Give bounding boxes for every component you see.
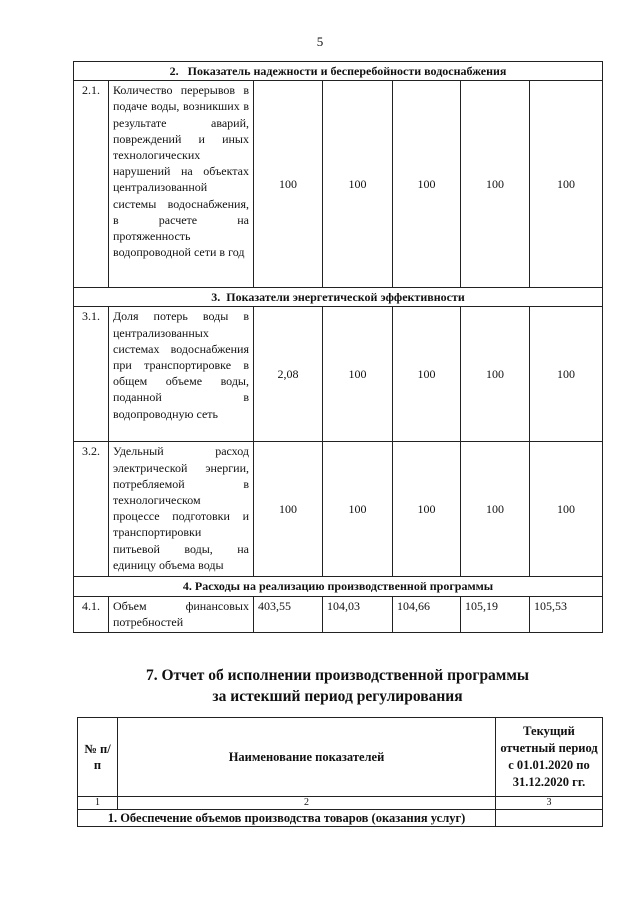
value-cell: 105,53 [530, 596, 603, 632]
value-cell: 100 [461, 81, 530, 288]
value-cell: 100 [461, 307, 530, 442]
empty-cell [496, 810, 603, 827]
value-cell: 100 [323, 307, 393, 442]
value-cell: 2,08 [254, 307, 323, 442]
section-title: 2. Показатель надежности и бесперебойности водоснабжения [74, 62, 603, 81]
column-header-number: № п/п [78, 718, 118, 797]
table-row [74, 442, 603, 577]
section-title: 1. Обеспечение объемов производства товаров (оказания услуг) [78, 810, 496, 827]
value-cell: 100 [530, 81, 603, 288]
value-cell: 403,55 [254, 596, 323, 632]
table-row [74, 596, 603, 632]
heading-line-1: 7. Отчет об исполнении производственной программы [145, 667, 530, 684]
row-number: 3.1. [74, 307, 109, 442]
value-cell: 100 [254, 442, 323, 577]
value-cell: 100 [461, 442, 530, 577]
column-index: 1 [78, 797, 118, 810]
indicators-table [73, 61, 603, 633]
section-title: 3. Показатели энергетической эффективности [74, 288, 603, 307]
value-cell: 104,66 [393, 596, 461, 632]
value-cell: 100 [530, 442, 603, 577]
value-cell: 100 [530, 307, 603, 442]
value-cell: 104,03 [323, 596, 393, 632]
row-number: 4.1. [74, 596, 109, 632]
column-header-name: Наименование показателей [118, 718, 496, 797]
index-row [78, 797, 603, 810]
value-cell: 100 [393, 442, 461, 577]
section-header-row [74, 288, 603, 307]
section-header-row [74, 62, 603, 81]
indicator-name: Доля потерь воды в централизованных системах водоснабжения при транспортировке в общем объеме воды, поданной в водопроводную сеть [109, 307, 254, 442]
value-cell: 100 [393, 307, 461, 442]
section-7-heading [73, 665, 602, 707]
value-cell: 105,19 [461, 596, 530, 632]
table-row [74, 81, 603, 288]
value-cell: 100 [254, 81, 323, 288]
heading-line-2: за истекший период регулирования [212, 688, 463, 705]
column-index: 2 [118, 797, 496, 810]
value-cell: 100 [323, 81, 393, 288]
report-table [77, 717, 603, 827]
indicator-name: Количество перерывов в подаче воды, возникших в результате аварий, повреждений и иных технологических нарушений на объектах централизованной системы водоснабжения, в расчете на протяженность водопроводной сети в год [109, 81, 254, 288]
page-number: 5 [316, 34, 324, 49]
section-row [78, 810, 603, 827]
header-row [78, 718, 603, 797]
column-index: 3 [496, 797, 603, 810]
row-number: 2.1. [74, 81, 109, 288]
indicator-name: Объем финансовых потребностей [109, 596, 254, 632]
column-header-period: Текущий отчетный период с 01.01.2020 по 31.12.2020 гг. [496, 718, 603, 797]
row-number: 3.2. [74, 442, 109, 577]
section-title: 4. Расходы на реализацию производственной программы [74, 577, 603, 596]
table-row [74, 307, 603, 442]
indicator-name: Удельный расход электрической энергии, потребляемой в технологическом процессе подготовки и транспортировки питьевой воды, на единицу объема воды [109, 442, 254, 577]
value-cell: 100 [323, 442, 393, 577]
section-header-row [74, 577, 603, 596]
value-cell: 100 [393, 81, 461, 288]
